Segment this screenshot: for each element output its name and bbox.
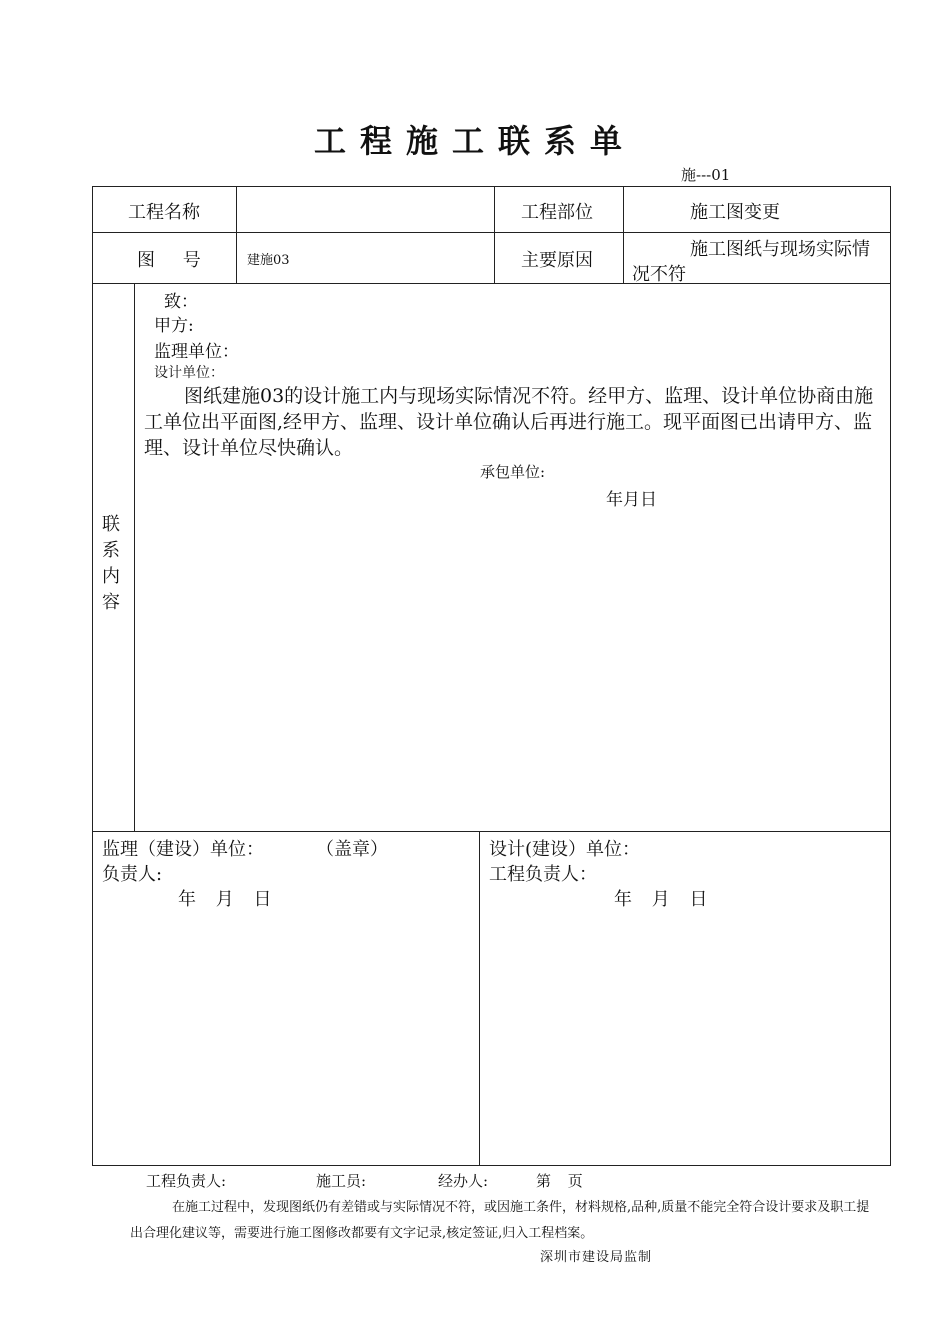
col-divider-2 xyxy=(494,186,495,283)
design-date-label: 年 月 日 xyxy=(614,889,708,910)
footer-project-lead: 工程负责人: xyxy=(146,1172,227,1190)
contact-design-unit: 设计单位： xyxy=(154,365,224,381)
bottom-divider xyxy=(479,831,480,1166)
contact-side-label: 联系内容 xyxy=(102,514,120,613)
col-divider-3 xyxy=(623,186,624,283)
row-divider-2 xyxy=(92,283,891,284)
page-title: 工程施工联系单 xyxy=(313,122,636,160)
contact-side-divider xyxy=(134,283,135,831)
footer-constructor: 施工员: xyxy=(316,1172,367,1190)
row-divider-1 xyxy=(92,232,891,233)
design-person-label: 工程负责人： xyxy=(489,864,597,885)
form-table xyxy=(92,186,891,1166)
footer-handler: 经办人: xyxy=(438,1172,489,1190)
contractor-label: 承包单位: xyxy=(480,463,546,481)
project-name-label: 工程名称 xyxy=(128,202,200,223)
drawing-no-label: 图 号 xyxy=(137,250,201,271)
supervisor-date-label: 年 月 日 xyxy=(178,889,272,910)
supervisor-unit-label: 监理（建设）单位： xyxy=(102,839,264,860)
form-number: 施---01 xyxy=(681,166,731,184)
row-divider-3 xyxy=(92,831,891,832)
main-reason-line1: 施工图纸与现场实际情 xyxy=(690,239,870,260)
project-part-label: 工程部位 xyxy=(521,202,593,223)
contact-date-label: 年月日 xyxy=(606,490,657,510)
footer-note: 在施工过程中，发现图纸仍有差错或与实际情况不符，或因施工条件，材料规格,品种,质量不能完全符合设计要求及职工提出合理化建议等，需要进行施工图修改都要有文字记录,核定签证,归入工程档案。 xyxy=(130,1200,870,1241)
supervisor-person-label: 负责人: xyxy=(102,864,163,885)
contact-body: 图纸建施03的设计施工内与现场实际情况不符。经甲方、监理、设计单位协商由施工单位出平面图,经甲方、监理、设计单位确认后再进行施工。现平面图已出请甲方、监理、设计单位尽快确认。 xyxy=(144,385,874,459)
footer-issuer: 深圳市建设局监制 xyxy=(540,1250,653,1265)
col-divider-1 xyxy=(236,186,237,283)
contact-supervisor-unit: 监理单位： xyxy=(154,342,239,362)
contact-to-label: 致： xyxy=(164,292,198,312)
drawing-no-value: 建施03 xyxy=(247,253,290,268)
main-reason-label: 主要原因 xyxy=(521,250,593,271)
footer-page-label: 第 页 xyxy=(536,1172,583,1190)
project-part-value: 施工图变更 xyxy=(690,202,780,223)
seal-label: （盖章） xyxy=(316,839,388,860)
main-reason-line2: 况不符 xyxy=(632,264,686,285)
design-unit-label: 设计(建设）单位： xyxy=(489,839,641,860)
contact-party-a: 甲方: xyxy=(154,316,194,336)
